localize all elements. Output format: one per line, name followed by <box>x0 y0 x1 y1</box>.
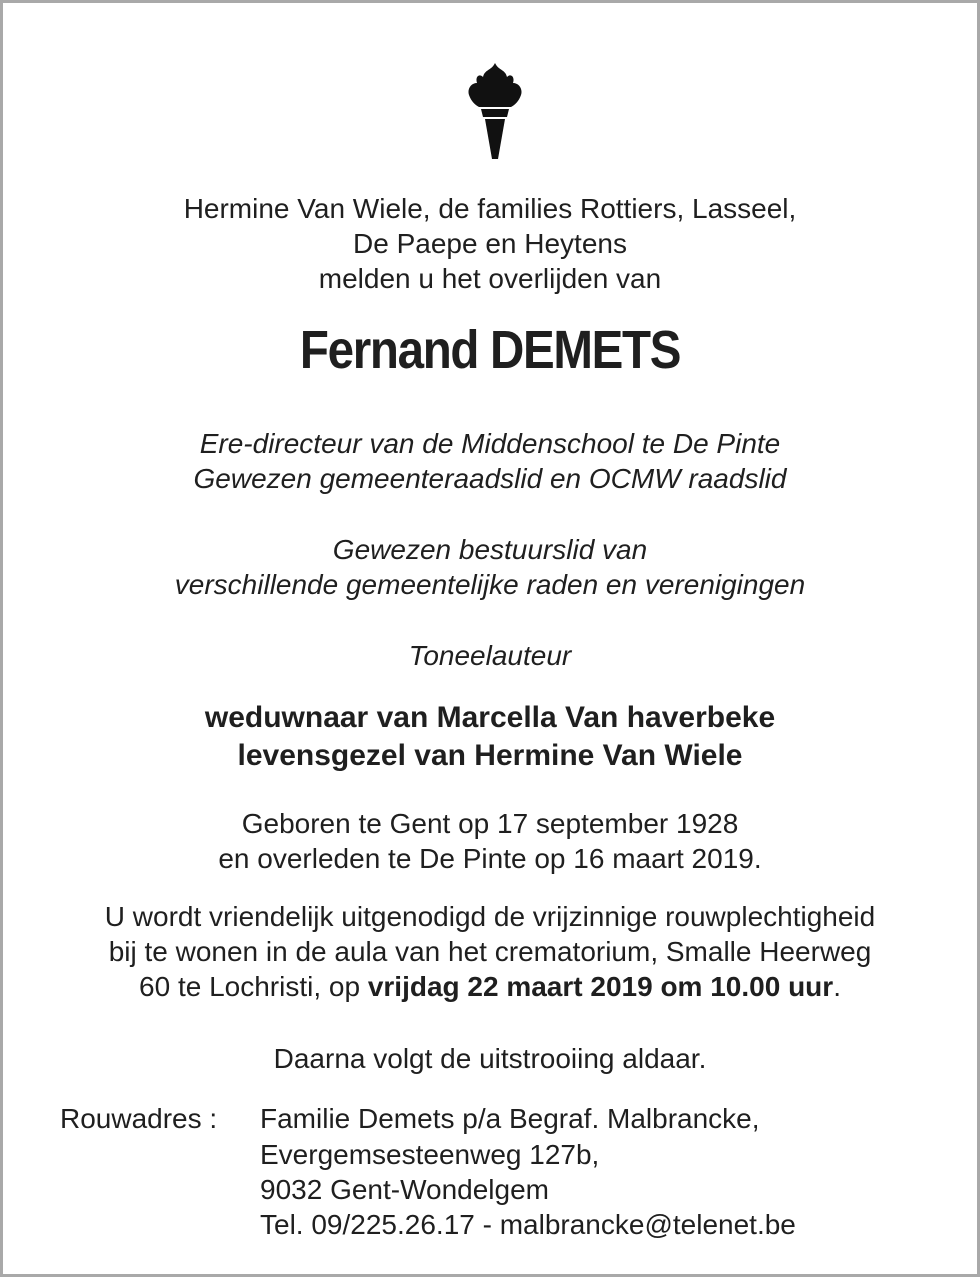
intro-line-1: Hermine Van Wiele, de families Rottiers, Lasseel, <box>183 193 797 224</box>
title-line-4: verschillende gemeentelijke raden en verenigingen <box>174 569 806 600</box>
invitation-line-2: bij te wonen in de aula van het crematorium, Smalle Heerweg <box>108 936 872 967</box>
death-line: en overleden te De Pinte op 16 maart 2019. <box>218 843 762 874</box>
address-label: Rouwadres : <box>60 1103 218 1134</box>
deceased-name: Fernand DEMETS <box>299 320 681 380</box>
address-line-4: Tel. 09/225.26.17 - malbrancke@telenet.be <box>260 1209 796 1240</box>
intro-line-2: De Paepe en Heytens <box>353 228 627 259</box>
title-line-2: Gewezen gemeenteraadslid en OCMW raadslid <box>193 463 787 494</box>
title-line-1: Ere-directeur van de Middenschool te De Pinte <box>199 428 781 459</box>
invitation-line-1: U wordt vriendelijk uitgenodigd de vrijzinnige rouwplechtigheid <box>104 901 876 932</box>
title-line-5: Toneelauteur <box>408 640 572 671</box>
torch-icon <box>463 61 527 165</box>
title-line-3: Gewezen bestuurslid van <box>332 534 648 565</box>
invitation-suffix: . <box>833 971 841 1002</box>
address-line-3: 9032 Gent-Wondelgem <box>260 1174 549 1205</box>
address-line-1: Familie Demets p/a Begraf. Malbrancke, <box>260 1103 760 1134</box>
relation-line-1: weduwnaar van Marcella Van haverbeke <box>204 701 776 734</box>
relation-line-2: levensgezel van Hermine Van Wiele <box>237 739 743 772</box>
invitation-line-3 <box>3 971 977 1003</box>
birth-line: Geboren te Gent op 17 september 1928 <box>241 808 739 839</box>
ceremony-datetime: vrijdag 22 maart 2019 om 10.00 uur <box>367 971 834 1002</box>
scattering-note: Daarna volgt de uitstrooiing aldaar. <box>273 1043 707 1074</box>
intro-line-3: melden u het overlijden van <box>318 263 662 294</box>
address-line-2: Evergemsesteenweg 127b, <box>260 1139 600 1170</box>
invitation-prefix: 60 te Lochristi, op <box>139 971 368 1002</box>
